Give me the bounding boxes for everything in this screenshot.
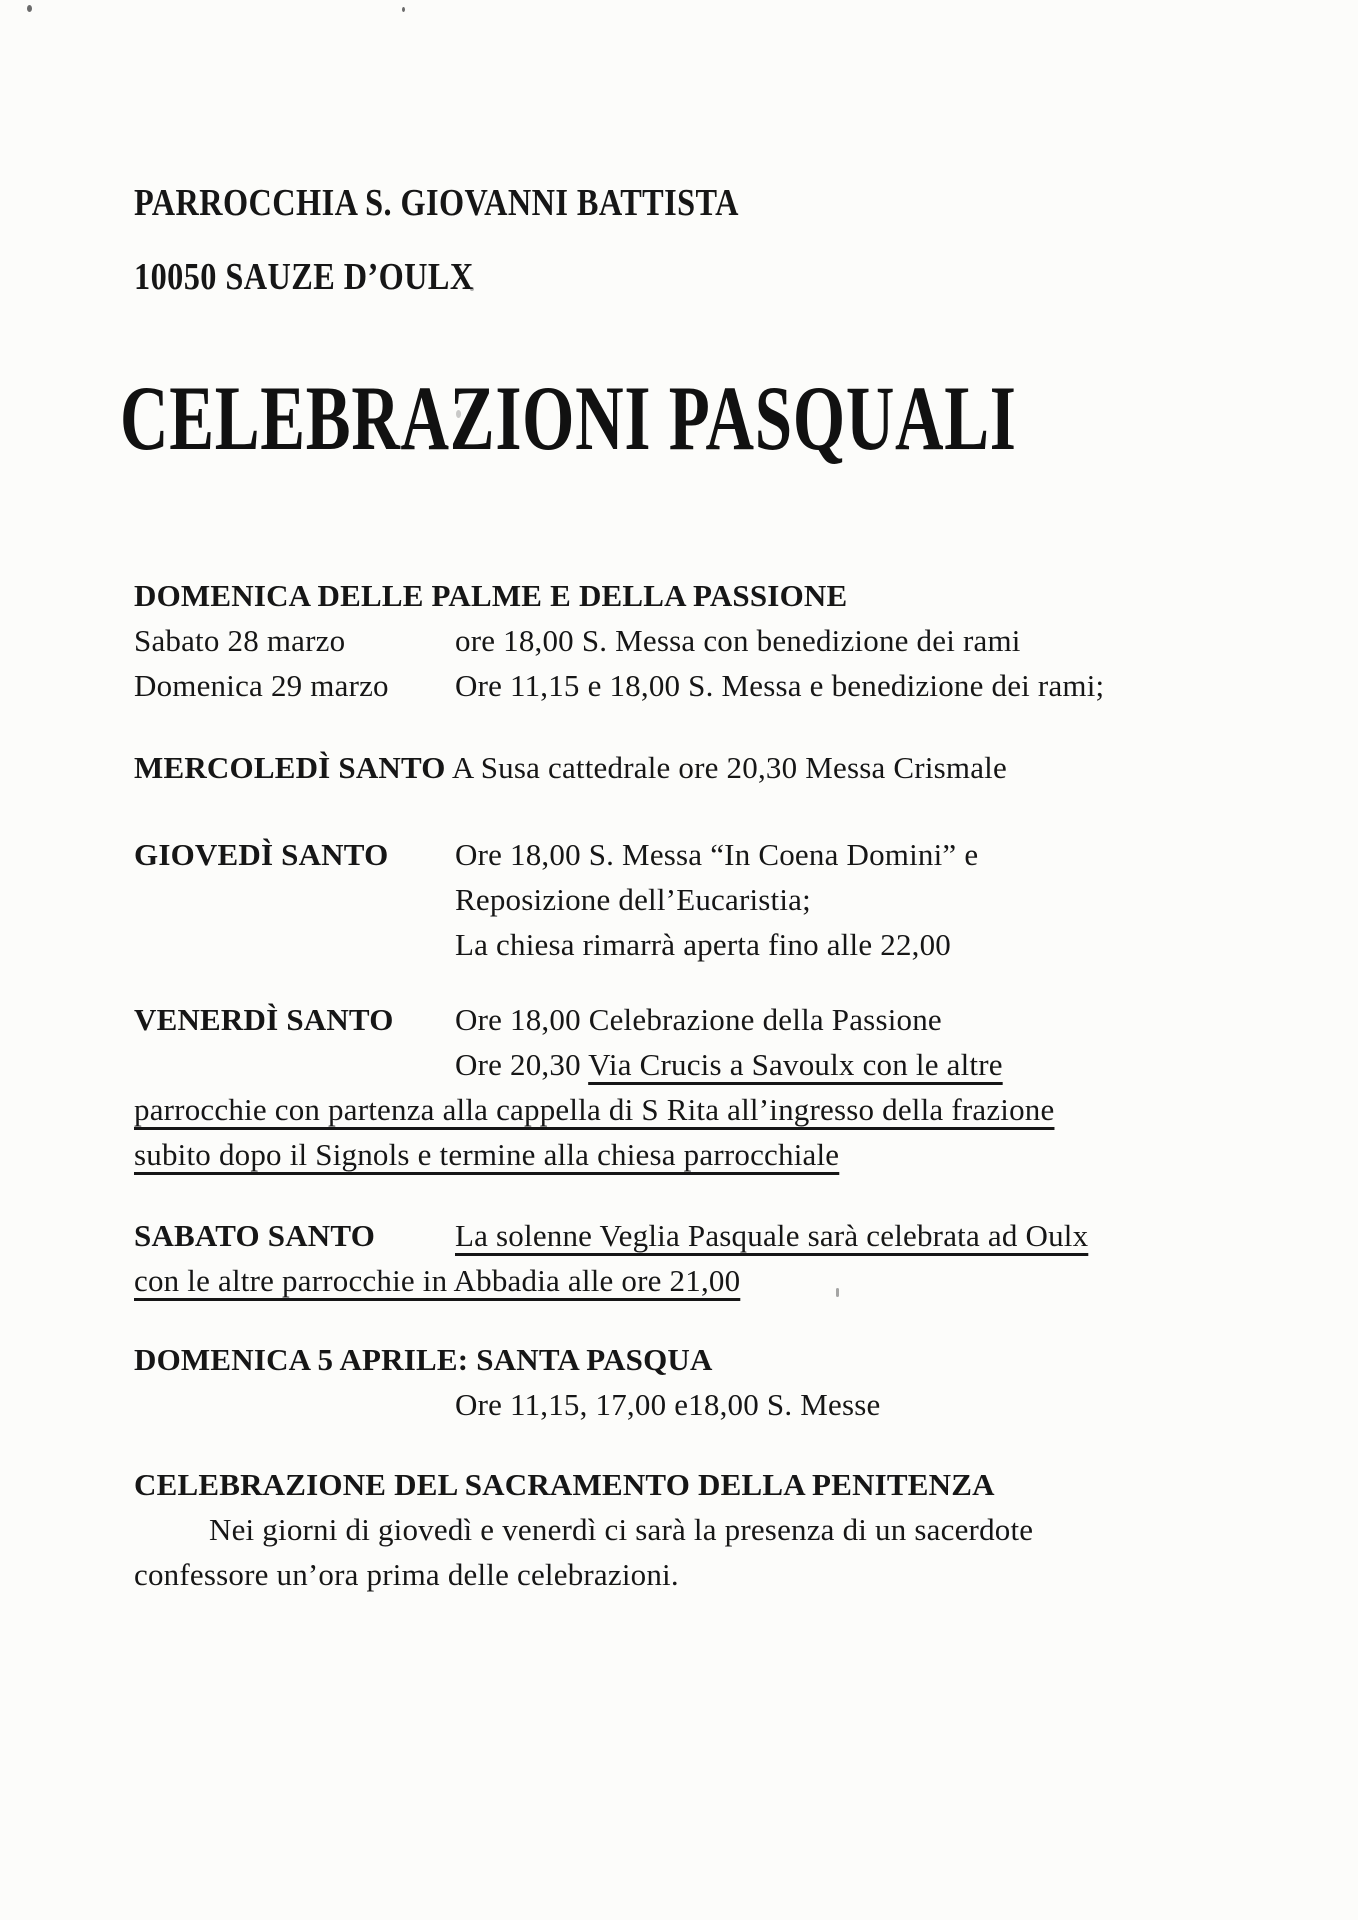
paragraph-line: Nei giorni di giovedì e venerdì ci sarà la presenza di un sacerdote: [209, 1512, 1034, 1547]
schedule-row: [134, 618, 1328, 663]
section-holy-saturday: [134, 1213, 1328, 1303]
schedule-detail: Ore 18,00 S. Messa “In Coena Domini” e: [455, 837, 979, 872]
schedule-day: Sabato 28 marzo: [134, 623, 346, 658]
section-penance: [134, 1462, 1328, 1597]
schedule-row: [134, 1042, 1328, 1087]
page-title: CELEBRAZIONI PASQUALI: [120, 367, 1017, 469]
parish-address: 10050 SAUZE D’OULX: [134, 256, 474, 298]
schedule-detail: Ore 11,15, 17,00 e18,00 S. Messe: [455, 1387, 881, 1422]
schedule-row: [134, 997, 1328, 1042]
schedule-day: MERCOLEDÌ SANTO: [134, 750, 446, 785]
schedule-detail-underlined: con le altre parrocchie in Abbadia alle ore 21,00: [134, 1263, 741, 1298]
scan-artifact: [27, 5, 32, 12]
schedule-detail-underlined: subito dopo il Signols e termine alla chiesa parrocchiale: [134, 1137, 840, 1172]
schedule-detail: ore 18,00 S. Messa con benedizione dei rami: [455, 623, 1021, 658]
schedule-detail-underlined: Via Crucis a Savoulx con le altre: [588, 1047, 1003, 1082]
schedule-row: [134, 663, 1328, 708]
schedule-row: [134, 1213, 1328, 1258]
schedule-time: Ore 20,30: [455, 1047, 589, 1082]
parish-name: PARROCCHIA S. GIOVANNI BATTISTA: [134, 182, 739, 224]
schedule-row: [134, 745, 1328, 790]
schedule-day: SABATO SANTO: [134, 1218, 376, 1253]
document-content: [120, 0, 1328, 1597]
schedule-day: GIOVEDÌ SANTO: [134, 837, 389, 872]
schedule-day: VENERDÌ SANTO: [134, 1002, 394, 1037]
schedule-detail: Ore 11,15 e 18,00 S. Messa e benedizione dei rami;: [455, 668, 1105, 703]
paragraph-line: confessore un’ora prima delle celebrazioni.: [134, 1557, 679, 1592]
section-heading: DOMENICA 5 APRILE: SANTA PASQUA: [134, 1342, 713, 1377]
section-palm-sunday: [134, 573, 1328, 708]
schedule-detail: Reposizione dell’Eucaristia;: [455, 882, 811, 917]
schedule-detail: Ore 18,00 Celebrazione della Passione: [455, 1002, 942, 1037]
section-holy-wednesday: [134, 745, 1328, 790]
section-heading: CELEBRAZIONE DEL SACRAMENTO DELLA PENITENZA: [134, 1467, 995, 1502]
schedule-detail: A Susa cattedrale ore 20,30 Messa Crismale: [451, 750, 1007, 785]
section-easter-sunday: [134, 1337, 1328, 1427]
schedule-detail: La chiesa rimarrà aperta fino alle 22,00: [455, 927, 952, 962]
schedule-detail-underlined: parrocchie con partenza alla cappella di S Rita all’ingresso della frazione: [134, 1092, 1055, 1127]
section-holy-thursday: [134, 832, 1328, 967]
section-heading: DOMENICA DELLE PALME E DELLA PASSIONE: [134, 578, 848, 613]
schedule-day: Domenica 29 marzo: [134, 668, 389, 703]
schedule-row: [134, 832, 1328, 877]
schedule-detail-underlined: La solenne Veglia Pasquale sarà celebrata ad Oulx: [455, 1218, 1089, 1253]
section-good-friday: [134, 997, 1328, 1177]
